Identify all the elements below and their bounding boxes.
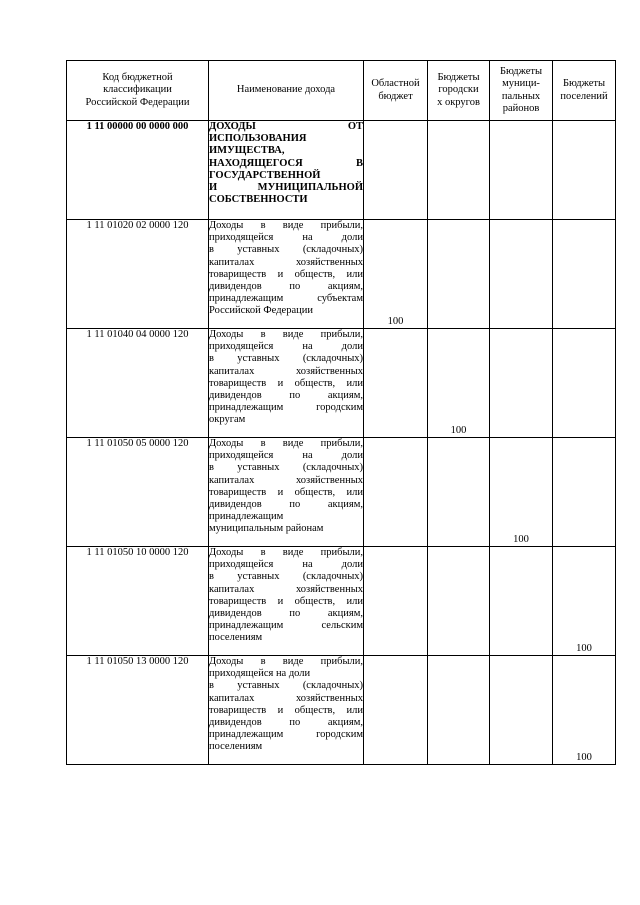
budget-code: 1 11 01050 13 0000 120 bbox=[67, 656, 209, 765]
revenue-name-line: Доходы в виде прибыли, bbox=[209, 438, 363, 449]
revenue-name-line: капиталах хозяйственных bbox=[209, 583, 363, 595]
header-municipal-line: районов bbox=[502, 102, 540, 114]
revenue-name-line: принадлежащим bbox=[209, 511, 284, 523]
municipal-districts-share bbox=[490, 121, 553, 220]
table-row bbox=[67, 329, 616, 438]
revenue-name-line: принадлежащим городским bbox=[209, 729, 363, 741]
header-settlements-line: Бюджеты bbox=[562, 78, 606, 90]
revenue-name-line: дивидендов по акциям, bbox=[209, 717, 363, 729]
regional-share bbox=[364, 438, 428, 547]
revenue-name-line: принадлежащим сельским bbox=[209, 620, 363, 632]
revenue-name-line: СОБСТВЕННОСТИ bbox=[209, 194, 308, 206]
municipal-districts-share: 100 bbox=[490, 438, 553, 547]
revenue-name-line: ГОСУДАРСТВЕННОЙ bbox=[209, 169, 321, 181]
revenue-name-line: в уставных (складочных) bbox=[209, 571, 363, 583]
revenue-name-line: ИСПОЛЬЗОВАНИЯ bbox=[209, 133, 307, 145]
municipal-districts-share bbox=[490, 220, 553, 329]
revenue-name-line: товариществ и обществ, или bbox=[209, 595, 363, 607]
revenue-name-line: товариществ и обществ, или bbox=[209, 486, 363, 498]
city-districts-share bbox=[428, 547, 490, 656]
revenue-name-line: капиталах хозяйственных bbox=[209, 256, 363, 268]
city-districts-share: 100 bbox=[428, 329, 490, 438]
revenue-name bbox=[209, 547, 364, 656]
settlements-share bbox=[553, 220, 616, 329]
table-row bbox=[67, 547, 616, 656]
regional-share bbox=[364, 656, 428, 765]
revenue-name-line: товариществ и обществ, или bbox=[209, 268, 363, 280]
settlements-share: 100 bbox=[553, 547, 616, 656]
revenue-name-line: капиталах хозяйственных bbox=[209, 692, 363, 704]
table-row bbox=[67, 121, 616, 220]
city-districts-share bbox=[428, 121, 490, 220]
revenue-name-line: поселениям bbox=[209, 741, 263, 753]
revenue-name-line: приходящейся на доли bbox=[209, 668, 311, 680]
revenue-name-line: Доходы в виде прибыли, bbox=[209, 220, 363, 231]
revenue-name-line: дивидендов по акциям, bbox=[209, 499, 363, 511]
revenue-name-line: И МУНИЦИПАЛЬНОЙ bbox=[209, 182, 363, 194]
revenue-name-line: в уставных (складочных) bbox=[209, 353, 363, 365]
revenue-name-line: в уставных (складочных) bbox=[209, 244, 363, 256]
revenue-name-line: капиталах хозяйственных bbox=[209, 474, 363, 486]
revenue-name-line: приходящейся на доли bbox=[209, 559, 363, 571]
revenue-name-line: в уставных (складочных) bbox=[209, 680, 363, 692]
header-municipal-line: пальных bbox=[501, 90, 541, 102]
header-regional bbox=[364, 61, 428, 121]
header-settlements-line: поселений bbox=[560, 90, 608, 102]
revenue-name-line: ДОХОДЫ ОТ bbox=[209, 121, 363, 132]
revenue-name-line: принадлежащим субъектам bbox=[209, 293, 363, 305]
city-districts-share bbox=[428, 220, 490, 329]
revenue-name-line: капиталах хозяйственных bbox=[209, 365, 363, 377]
settlements-share: 100 bbox=[553, 656, 616, 765]
revenue-name bbox=[209, 438, 364, 547]
header-code-line: классификации bbox=[103, 84, 172, 96]
revenue-name-line: Доходы в виде прибыли, bbox=[209, 656, 363, 667]
regional-share bbox=[364, 329, 428, 438]
header-code-line: Код бюджетной bbox=[102, 72, 173, 84]
revenue-name-line: поселениям bbox=[209, 632, 263, 644]
regional-share bbox=[364, 121, 428, 220]
settlements-share bbox=[553, 121, 616, 220]
header-code bbox=[67, 61, 209, 121]
revenue-name bbox=[209, 329, 364, 438]
header-regional-line: Областной bbox=[371, 78, 420, 90]
budget-code: 1 11 01050 05 0000 120 bbox=[67, 438, 209, 547]
revenue-name-line: товариществ и обществ, или bbox=[209, 377, 363, 389]
budget-code: 1 11 01020 02 0000 120 bbox=[67, 220, 209, 329]
header-city-districts bbox=[428, 61, 490, 121]
table-header-row bbox=[67, 61, 616, 121]
revenue-name bbox=[209, 121, 364, 220]
header-name bbox=[209, 61, 364, 121]
budget-code: 1 11 01040 04 0000 120 bbox=[67, 329, 209, 438]
revenue-name-line: дивидендов по акциям, bbox=[209, 608, 363, 620]
header-municipal-line: муници- bbox=[502, 78, 540, 90]
revenue-name-line: приходящейся на доли bbox=[209, 450, 363, 462]
settlements-share bbox=[553, 438, 616, 547]
header-regional-line: бюджет bbox=[378, 90, 413, 102]
revenue-name bbox=[209, 656, 364, 765]
revenue-name-line: округам bbox=[209, 414, 246, 426]
revenue-name-line: дивидендов по акциям, bbox=[209, 281, 363, 293]
revenue-name-line: ИМУЩЕСТВА, bbox=[209, 145, 285, 157]
revenue-name-line: Российской Федерации bbox=[209, 305, 313, 317]
table-row bbox=[67, 656, 616, 765]
city-districts-share bbox=[428, 438, 490, 547]
revenue-name-line: дивидендов по акциям, bbox=[209, 390, 363, 402]
header-municipal-line: Бюджеты bbox=[499, 66, 543, 78]
revenue-name-line: принадлежащим городским bbox=[209, 402, 363, 414]
table-row bbox=[67, 220, 616, 329]
city-districts-share bbox=[428, 656, 490, 765]
revenue-name-line: Доходы в виде прибыли, bbox=[209, 547, 363, 558]
header-code-line: Российской Федерации bbox=[85, 96, 190, 108]
header-city-line: х округов bbox=[437, 96, 480, 108]
table-row bbox=[67, 438, 616, 547]
municipal-districts-share bbox=[490, 329, 553, 438]
budget-code: 1 11 00000 00 0000 000 bbox=[67, 121, 209, 220]
regional-share bbox=[364, 547, 428, 656]
municipal-districts-share bbox=[490, 656, 553, 765]
header-city-line: Бюджеты bbox=[437, 72, 480, 84]
regional-share: 100 bbox=[364, 220, 428, 329]
settlements-share bbox=[553, 329, 616, 438]
revenue-name-line: приходящейся на доли bbox=[209, 232, 363, 244]
budget-code: 1 11 01050 10 0000 120 bbox=[67, 547, 209, 656]
revenue-distribution-table bbox=[66, 60, 616, 765]
revenue-name-line: муниципальным районам bbox=[209, 523, 324, 535]
revenue-name-line: НАХОДЯЩЕГОСЯ В bbox=[209, 157, 363, 169]
header-name-line: Наименование дохода bbox=[236, 84, 336, 96]
revenue-name-line: Доходы в виде прибыли, bbox=[209, 329, 363, 340]
revenue-name-line: приходящейся на доли bbox=[209, 341, 363, 353]
header-municipal-districts bbox=[490, 61, 553, 121]
header-settlements bbox=[553, 61, 616, 121]
revenue-name-line: товариществ и обществ, или bbox=[209, 704, 363, 716]
header-city-line: городски bbox=[438, 84, 479, 96]
municipal-districts-share bbox=[490, 547, 553, 656]
revenue-name bbox=[209, 220, 364, 329]
revenue-name-line: в уставных (складочных) bbox=[209, 462, 363, 474]
